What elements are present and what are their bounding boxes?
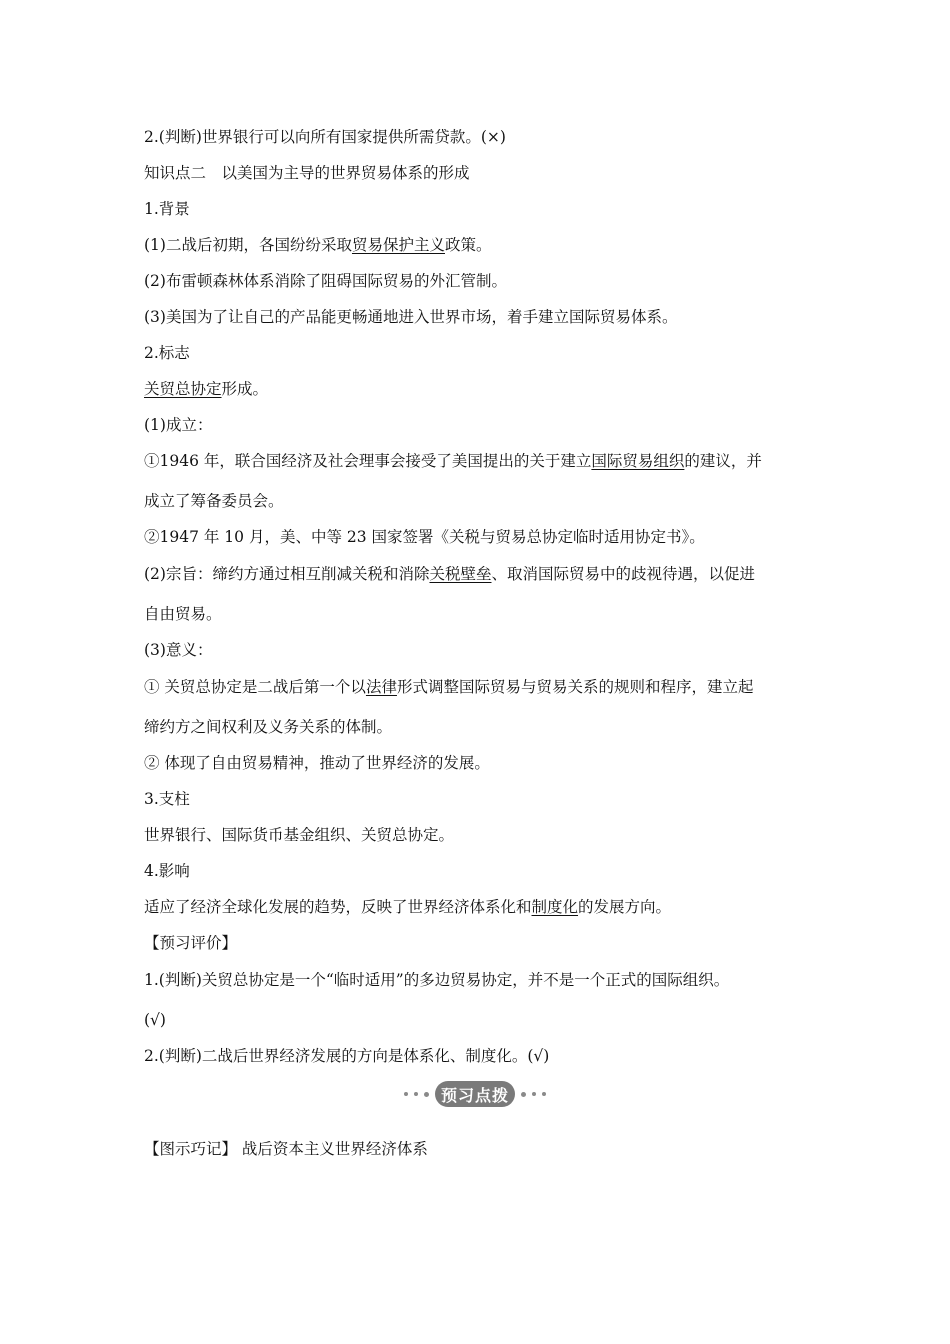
dot-icon bbox=[521, 1092, 526, 1097]
underlined-answer: 制度化 bbox=[531, 898, 579, 916]
line-text: 2.标志 bbox=[144, 344, 190, 362]
line-6 bbox=[144, 306, 677, 328]
line-20 bbox=[144, 824, 454, 846]
line-text: ② 体现了自由贸易精神，推动了世界经济的发展。 bbox=[144, 754, 490, 772]
line-text: 3.支柱 bbox=[144, 790, 190, 808]
line-text: (1)二战后初期，各国纷纷采取 bbox=[144, 236, 352, 254]
preview-tips-banner bbox=[0, 1080, 950, 1108]
line-text: 形成。 bbox=[221, 380, 269, 398]
line-26 bbox=[144, 1045, 549, 1067]
line-text: 4.影响 bbox=[144, 862, 190, 880]
subheading-sign bbox=[144, 342, 190, 364]
line-text: 【图示巧记】 战后资本主义世界经济体系 bbox=[144, 1140, 428, 1158]
line-text: 知识点二 以美国为主导的世界贸易体系的形成 bbox=[144, 164, 470, 182]
line-text: ① 关贸总协定是二战后第一个以 bbox=[144, 678, 366, 696]
line-text: 的发展方向。 bbox=[578, 898, 672, 916]
line-text: 适应了经济全球化发展的趋势，反映了世界经济体系化和 bbox=[144, 898, 532, 916]
line-5 bbox=[144, 270, 507, 292]
line-text: 的建议，并 bbox=[684, 452, 762, 470]
line-text: 【预习评价】 bbox=[144, 934, 238, 952]
dot-icon bbox=[424, 1092, 429, 1097]
line-16 bbox=[144, 676, 753, 698]
underlined-answer: 国际贸易组织 bbox=[591, 452, 685, 470]
line-text: (3)美国为了让自己的产品能更畅通地进入世界市场，着手建立国际贸易体系。 bbox=[144, 308, 678, 326]
underlined-answer: 关税壁垒 bbox=[429, 565, 492, 583]
line-text: 缔约方之间权利及义务关系的体制。 bbox=[144, 718, 393, 736]
dot-icon bbox=[542, 1092, 546, 1096]
line-18 bbox=[144, 752, 490, 774]
line-25 bbox=[144, 1009, 166, 1031]
line-text: 世界银行、国际货币基金组织、关贸总协定。 bbox=[144, 826, 455, 844]
subheading-pillars bbox=[144, 788, 190, 810]
underlined-answer: 贸易保护主义 bbox=[351, 236, 445, 254]
line-text: (1)成立： bbox=[144, 416, 213, 434]
line-text: (√) bbox=[144, 1011, 166, 1029]
line-text: 1.(判断)关贸总协定是一个“临时适用”的多边贸易协定，并不是一个正式的国际组织。 bbox=[144, 971, 730, 989]
preview-tips-badge: 预习点拨 bbox=[435, 1081, 515, 1107]
line-14 bbox=[144, 603, 222, 625]
dot-icon bbox=[532, 1092, 536, 1096]
line-text: 2.(判断)二战后世界经济发展的方向是体系化、制度化。(√) bbox=[144, 1047, 550, 1065]
line-text: 、取消国际贸易中的歧视待遇，以促进 bbox=[491, 565, 755, 583]
line-text: ①1946 年，联合国经济及社会理事会接受了美国提出的关于建立 bbox=[144, 452, 592, 470]
line-text: 形式调整国际贸易与贸易关系的规则和程序，建立起 bbox=[396, 678, 754, 696]
line-12 bbox=[144, 526, 705, 548]
section-heading bbox=[144, 162, 470, 184]
line-22 bbox=[144, 896, 671, 918]
line-1 bbox=[144, 126, 506, 148]
line-8 bbox=[144, 378, 268, 400]
line-24 bbox=[144, 969, 729, 991]
line-17 bbox=[144, 716, 392, 738]
line-text: (3)意义： bbox=[144, 641, 213, 659]
diagram-memory-heading bbox=[144, 1138, 428, 1160]
line-text: 政策。 bbox=[444, 236, 492, 254]
line-9 bbox=[144, 414, 212, 436]
line-10 bbox=[144, 450, 762, 472]
underlined-answer: 法律 bbox=[365, 678, 397, 696]
line-4 bbox=[144, 234, 492, 256]
line-text: 自由贸易。 bbox=[144, 605, 222, 623]
line-text: (2)布雷顿森林体系消除了阻碍国际贸易的外汇管制。 bbox=[144, 272, 507, 290]
line-13 bbox=[144, 563, 755, 585]
line-text: ②1947 年 10 月，美、中等 23 国家签署《关税与贸易总协定临时适用协定书》。 bbox=[144, 528, 705, 546]
subheading-background bbox=[144, 198, 190, 220]
subheading-impact bbox=[144, 860, 190, 882]
line-11 bbox=[144, 490, 284, 512]
line-text: 2.(判断)世界银行可以向所有国家提供所需贷款。(×) bbox=[144, 128, 506, 146]
line-text: 1.背景 bbox=[144, 200, 190, 218]
dot-icon bbox=[404, 1092, 408, 1096]
dot-icon bbox=[414, 1092, 418, 1096]
line-text: 成立了筹备委员会。 bbox=[144, 492, 284, 510]
preview-evaluation-heading bbox=[144, 932, 237, 954]
line-text: (2)宗旨：缔约方通过相互削减关税和消除 bbox=[144, 565, 430, 583]
line-15 bbox=[144, 639, 212, 661]
underlined-answer: 关贸总协定 bbox=[144, 380, 222, 398]
